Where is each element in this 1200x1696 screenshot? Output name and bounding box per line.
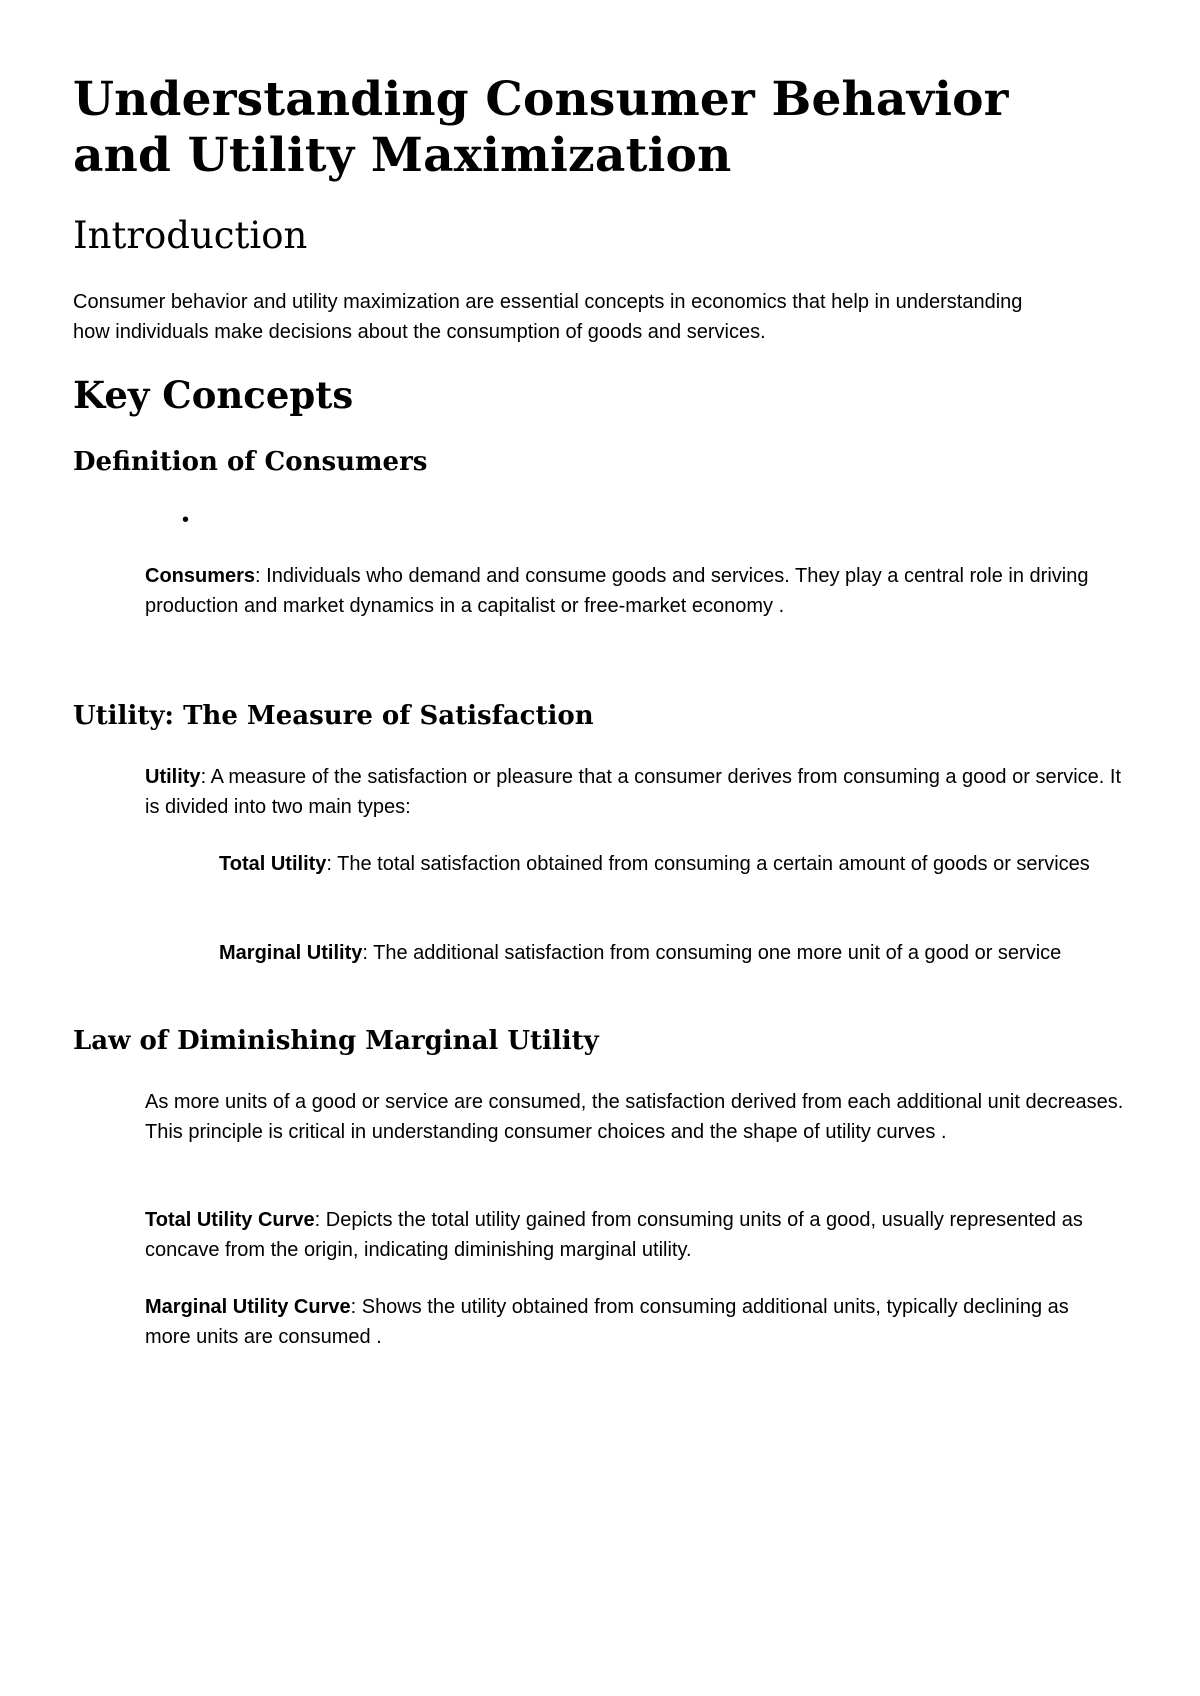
law-of-diminishing-heading: Law of Diminishing Marginal Utility — [73, 1026, 599, 1056]
utility-definition — [145, 762, 1125, 822]
document-title: Understanding Consumer Behavior and Utility Maximization — [73, 72, 1009, 183]
marginal-utility-curve-description: : Shows the utility obtained from consuming additional units, typically declining as more units are consumed . — [145, 1296, 1069, 1348]
introduction-paragraph: Consumer behavior and utility maximization are essential concepts in economics that help in understanding how individuals make decisions about the consumption of goods and services. — [73, 291, 1023, 343]
bullet-marker: • — [182, 509, 190, 531]
total-utility-definition — [219, 849, 1119, 879]
marginal-utility-curve-term: Marginal Utility Curve — [145, 1296, 351, 1318]
total-utility-term: Total Utility — [219, 853, 327, 875]
introduction-heading: Introduction — [73, 214, 308, 257]
definition-of-consumers-heading: Definition of Consumers — [73, 447, 428, 477]
marginal-utility-curve-definition — [145, 1292, 1105, 1352]
marginal-utility-description: : The additional satisfaction from consuming one more unit of a good or service — [362, 942, 1062, 964]
consumers-description: : Individuals who demand and consume goods and services. They play a central role in driving production and market dynamics in a capitalist or free-market economy . — [145, 565, 1089, 617]
total-utility-description: : The total satisfaction obtained from consuming a certain amount of goods or services — [326, 853, 1090, 875]
key-concepts-heading: Key Concepts — [73, 373, 354, 417]
law-of-diminishing-paragraph: As more units of a good or service are consumed, the satisfaction derived from each additional unit decreases. This principle is critical in understanding consumer choices and the shape of utility curves . — [145, 1091, 1124, 1143]
utility-term: Utility — [145, 766, 201, 788]
total-utility-curve-description: : Depicts the total utility gained from consuming units of a good, usually represented as concave from the origin, indicating diminishing marginal utility. — [145, 1209, 1083, 1261]
total-utility-curve-definition — [145, 1205, 1105, 1265]
marginal-utility-definition — [219, 938, 1119, 968]
consumers-definition — [145, 561, 1125, 621]
marginal-utility-term: Marginal Utility — [219, 942, 363, 964]
consumers-term: Consumers — [145, 565, 256, 587]
utility-heading: Utility: The Measure of Satisfaction — [73, 701, 594, 731]
total-utility-curve-term: Total Utility Curve — [145, 1209, 315, 1231]
utility-description: : A measure of the satisfaction or pleasure that a consumer derives from consuming a good or service. It is divided into two main types: — [145, 766, 1122, 818]
